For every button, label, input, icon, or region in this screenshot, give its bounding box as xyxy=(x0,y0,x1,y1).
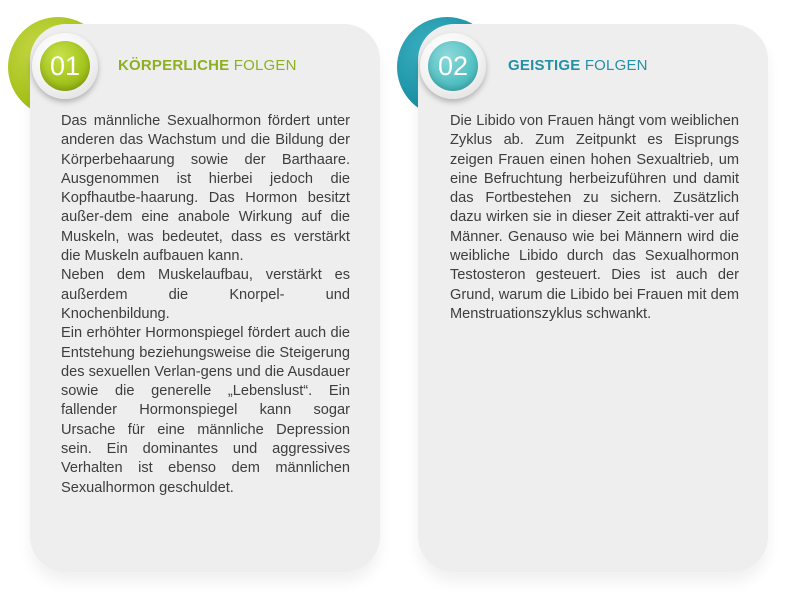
card-title-1 xyxy=(118,57,297,74)
card-title-2-strong: GEISTIGE xyxy=(508,57,581,74)
card-title-1-strong: KÖRPERLICHE xyxy=(118,57,230,74)
number-badge-2: 02 xyxy=(428,41,478,91)
card-1-paragraph-1: Das männliche Sexualhormon fördert unter anderen das Wachstum und die Bildung der Körperbehaarung sowie der Barthaare. Ausgenommen ist hierbei jedoch die Kopfhautbe-haarung. Das Hormon besitzt außer-dem eine anabole Wirkung auf die Muskeln, was bedeutet, dass es verstärkt die Muskeln aufbauen kann. xyxy=(61,113,350,265)
card-body-1 xyxy=(61,112,350,498)
card-title-1-rest: FOLGEN xyxy=(229,57,297,74)
card-title-2-rest: FOLGEN xyxy=(580,57,648,74)
card-2-paragraph-1: Die Libido von Frauen hängt vom weiblichen Zyklus ab. Zum Zeitpunkt es Eisprungs zeigen Frauen einen hohen Sexualtrieb, um eine Befruchtung herbeizuführen und damit das Fortbestehen zu sichern. Zusätzlich dazu wirken sie in dieser Zeit attrakti-ver auf Männer. Genauso wie bei Männern wird die weibliche Libido durch das Sexualhormon Testosteron gesteuert. Dies ist auch der Grund, warum die Libido bei Frauen mit dem Menstruationszyklus schwankt. xyxy=(450,113,739,322)
card-1-paragraph-3: Ein erhöhter Hormonspiegel fördert auch die Entstehung beziehungsweise die Steigerung des sexuellen Verlan-gens und die Ausdauer sowie die generelle „Lebenslust“. Ein fallender Hormonspiegel kann sogar Ursache für eine männliche Depression sein. Ein dominantes und aggressives Verhalten ist ebenso dem männlichen Sexualhormon geschuldet. xyxy=(61,325,350,496)
card-body-2 xyxy=(450,112,739,324)
card-title-2 xyxy=(508,57,648,74)
card-1-paragraph-2: Neben dem Muskelaufbau, verstärkt es außerdem die Knorpel- und Knochenbildung. xyxy=(61,267,350,322)
number-badge-1: 01 xyxy=(40,41,90,91)
